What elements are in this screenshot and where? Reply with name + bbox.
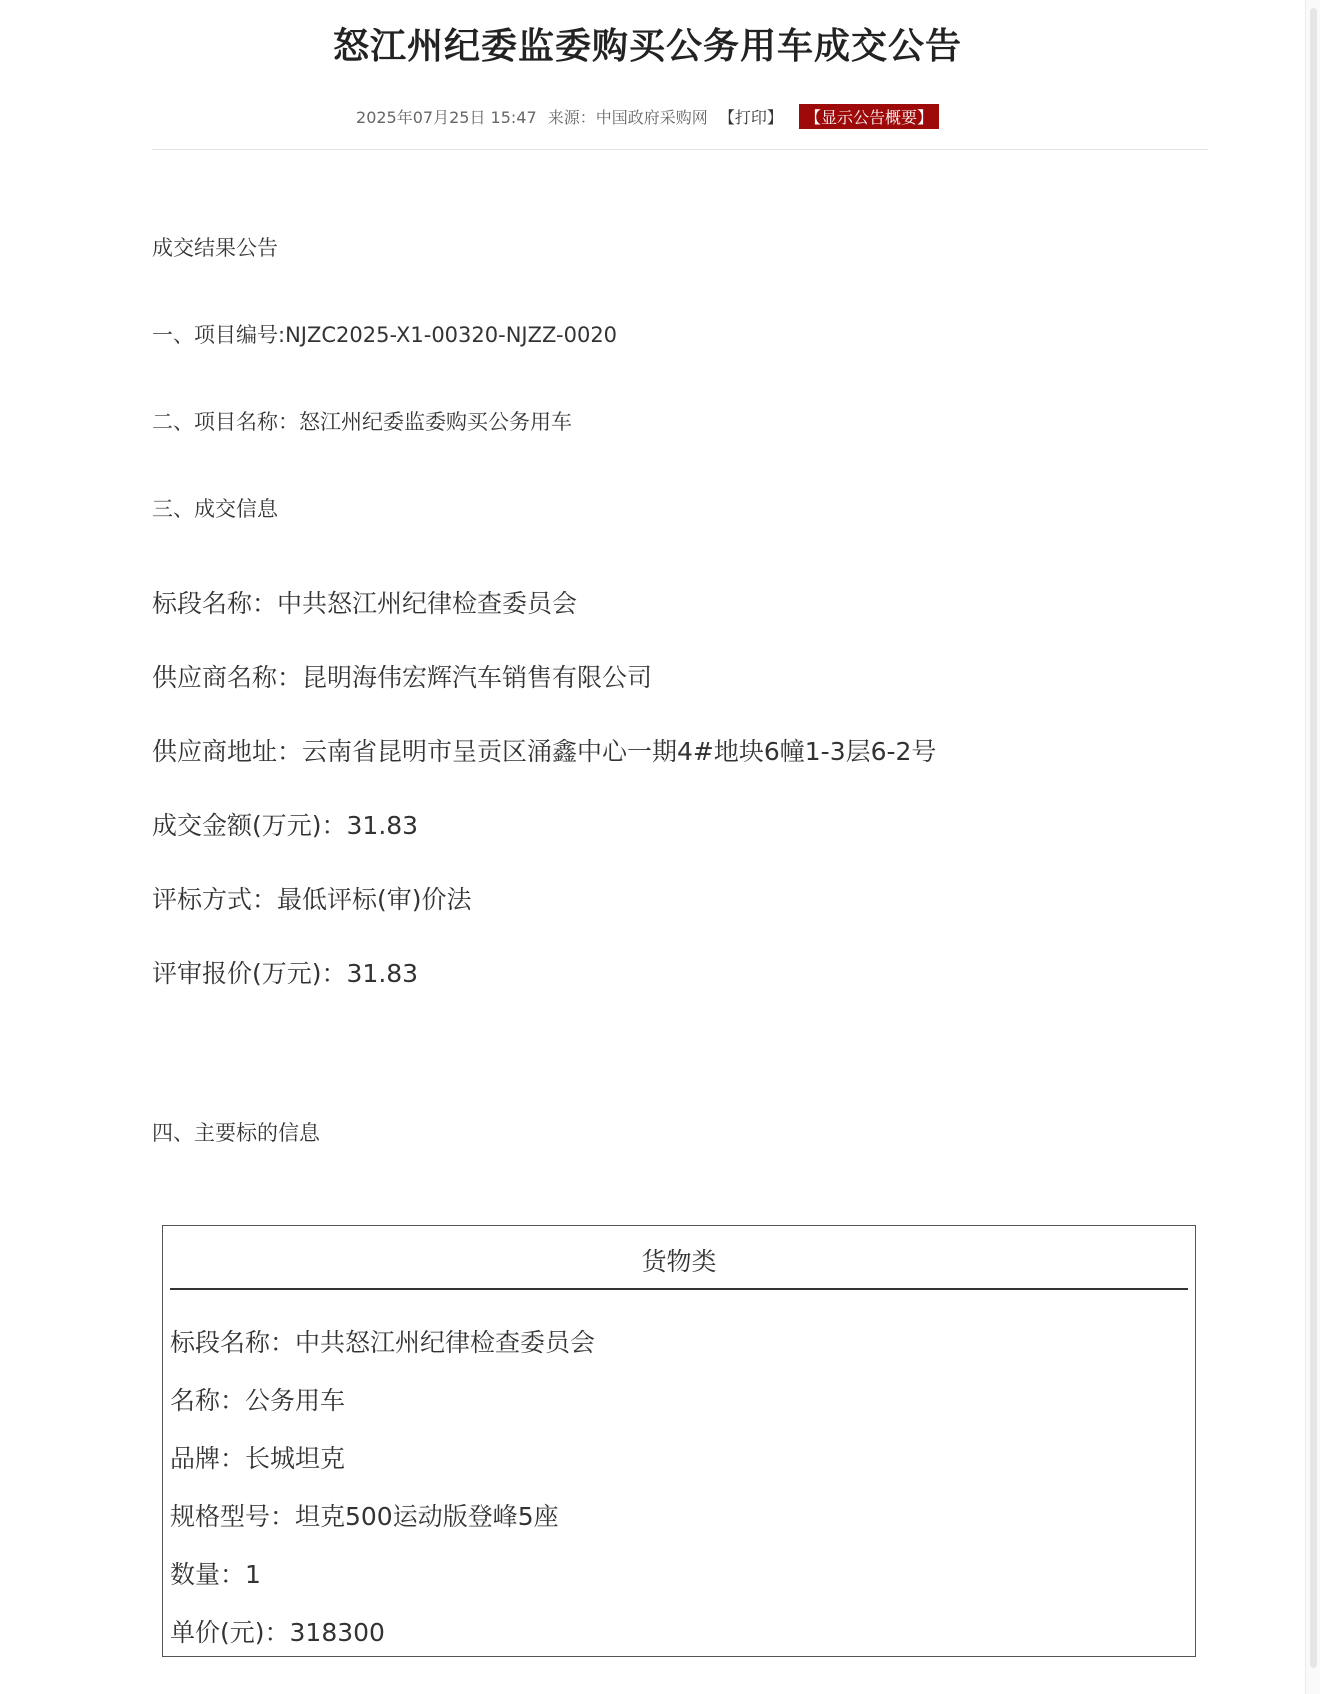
goods-brand: 品牌：长城坦克: [170, 1444, 346, 1473]
supplier-name: 供应商名称：昆明海伟宏辉汽车销售有限公司: [152, 663, 653, 692]
project-name: 二、项目名称：怒江州纪委监委购买公务用车: [152, 410, 572, 434]
vertical-scrollbar[interactable]: [1305, 0, 1320, 1694]
supplier-address: 供应商地址：云南省昆明市呈贡区涌鑫中心一期4#地块6幢1-3层6-2号: [152, 737, 937, 766]
evaluation-method: 评标方式：最低评标(审)价法: [152, 885, 472, 914]
show-summary-button[interactable]: 【显示公告概要】: [799, 104, 939, 129]
lot-name: 标段名称：中共怒江州纪律检查委员会: [152, 589, 578, 618]
goods-lot-name: 标段名称：中共怒江州纪律检查委员会: [170, 1328, 596, 1357]
goods-model: 规格型号：坦克500运动版登峰5座: [170, 1502, 559, 1531]
source-label: 来源：中国政府采购网: [547, 108, 708, 127]
goods-category-header: 货物类: [641, 1247, 717, 1276]
goods-quantity: 数量：1: [170, 1560, 261, 1589]
deal-amount: 成交金额(万元)：31.83: [152, 811, 419, 840]
scrollbar-thumb[interactable]: [1310, 8, 1317, 1668]
announcement-heading: 成交结果公告: [152, 236, 278, 260]
publish-datetime: 2025年07月25日 15:47: [356, 108, 537, 127]
article-meta: [0, 104, 1295, 129]
project-number: 一、项目编号:NJZC2025-X1-00320-NJZZ-0020: [152, 323, 618, 347]
header-divider: [152, 149, 1208, 150]
review-price: 评审报价(万元)：31.83: [152, 959, 419, 988]
goods-unit-price: 单价(元)：318300: [170, 1618, 385, 1647]
goods-name: 名称：公务用车: [170, 1386, 346, 1415]
goods-header-divider: [170, 1288, 1188, 1290]
deal-info-heading: 三、成交信息: [152, 497, 278, 521]
main-items-heading: 四、主要标的信息: [152, 1121, 320, 1145]
page-title: 怒江州纪委监委购买公务用车成交公告: [332, 26, 962, 67]
print-link[interactable]: 【打印】: [718, 108, 783, 127]
goods-table: [162, 1225, 1196, 1657]
